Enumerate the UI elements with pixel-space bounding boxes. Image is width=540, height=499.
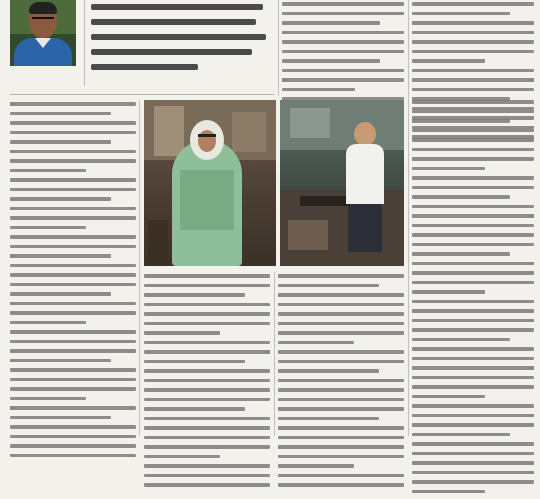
article-column-4	[412, 98, 534, 499]
author-photo	[10, 0, 76, 66]
column-rule	[274, 272, 275, 436]
photo-man-at-site	[280, 100, 404, 266]
column-rule	[408, 0, 409, 436]
article-column-1	[10, 100, 136, 463]
pull-quote	[84, 0, 274, 86]
column-rule	[278, 0, 279, 96]
photo-woman-in-sari	[144, 100, 276, 266]
divider	[10, 94, 274, 95]
column-rule	[139, 100, 140, 436]
article-column-3	[278, 272, 404, 493]
article-column-2	[144, 272, 270, 493]
